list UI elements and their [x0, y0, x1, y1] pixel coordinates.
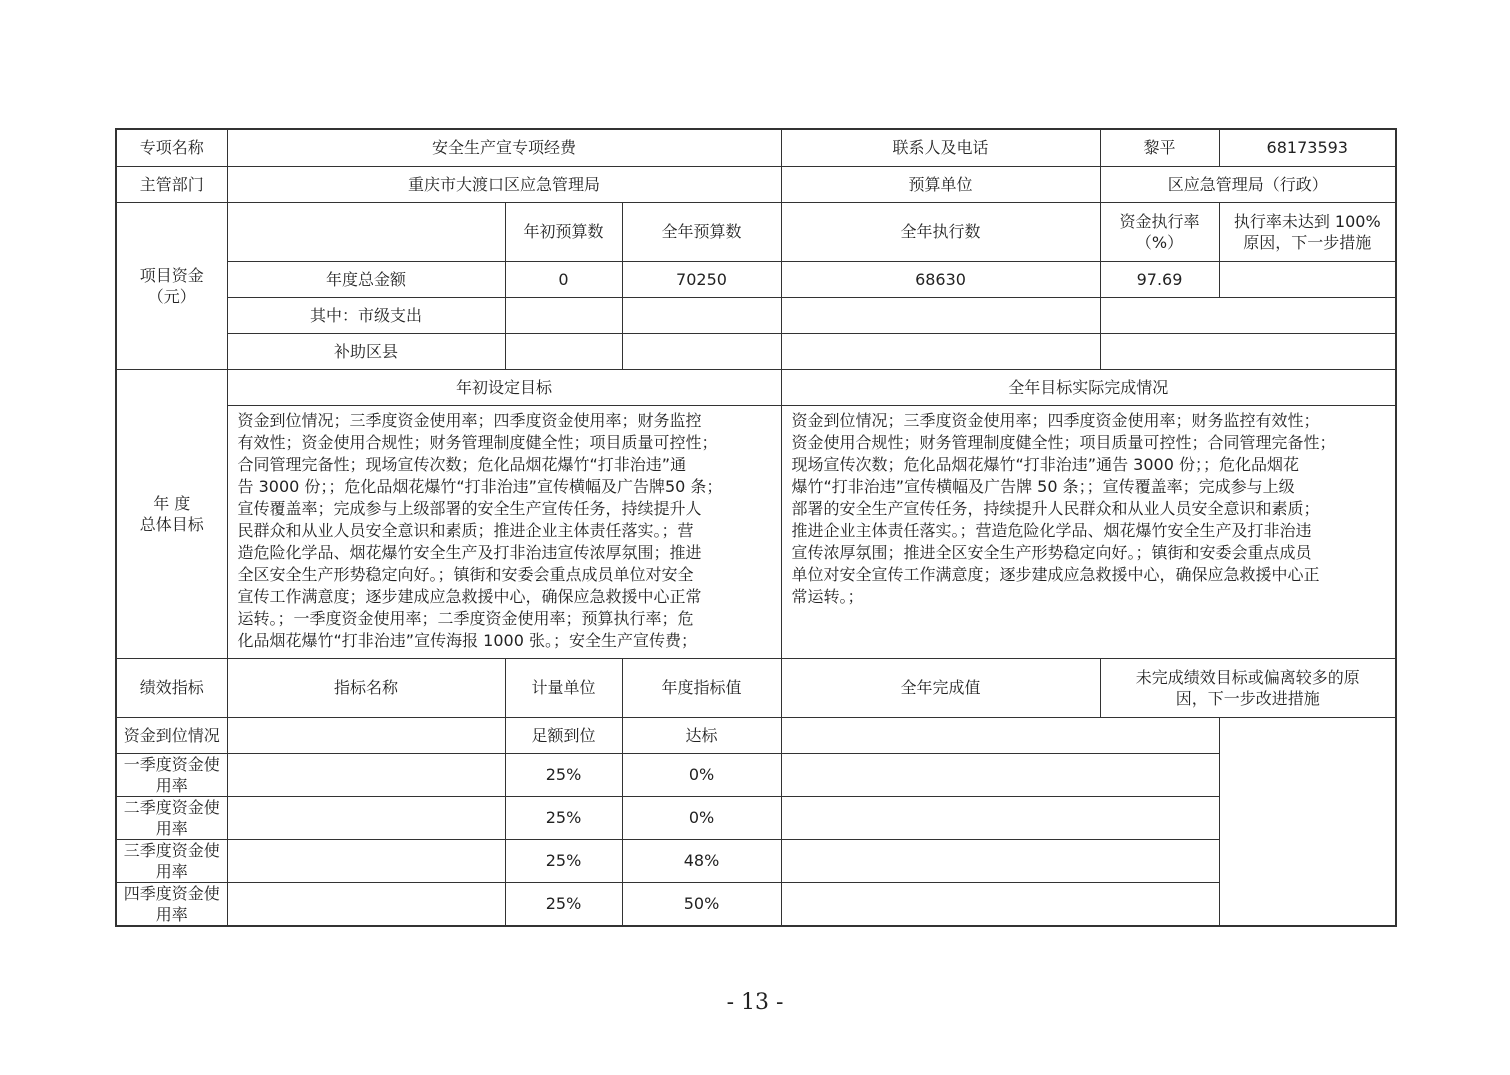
dept-label: 主管部门 — [116, 166, 227, 202]
perf-header-actual: 全年完成值 — [781, 658, 1100, 717]
perf-unit — [227, 839, 505, 882]
perf-reason — [781, 882, 1219, 926]
goal-text-line: 全区安全生产形势稳定向好。；镇街和安委会重点成员单位对安全 — [237, 565, 694, 585]
perf-row — [116, 839, 1396, 882]
header-text: 因，下一步改进措施 — [1175, 688, 1320, 708]
actual-goals-header: 全年目标实际完成情况 — [781, 369, 1396, 405]
goal-text-line: 告 3000 份；；危化品烟花爆竹“打非治违”宣传横幅及广告牌50 条； — [237, 476, 723, 496]
goal-text-line: 推进企业主体责任落实。；营造危险化学品、烟花爆竹安全生产及打非治违 — [791, 520, 1312, 540]
empty-cell — [1100, 297, 1396, 333]
goal-text-line: 化品烟花爆竹“打非治违”宣传海报 1000 张。；安全生产宣传费； — [237, 631, 697, 651]
empty-cell — [227, 202, 505, 261]
perf-target: 25% — [505, 839, 622, 882]
empty-cell — [622, 297, 781, 333]
header-text: 原因，下一步措施 — [1243, 232, 1372, 252]
goal-text-line: 合同管理完备性；现场宣传次数；危化品烟花爆竹“打非治违”通 — [237, 454, 687, 474]
fund-rate: 97.69 — [1100, 261, 1219, 297]
funds-label — [116, 202, 227, 369]
goal-text-line: 资金到位情况；三季度资金使用率；四季度资金使用率；财务监控 — [237, 410, 702, 430]
header-text: 资金执行率 — [1119, 211, 1200, 231]
fund-reason — [1219, 261, 1396, 297]
performance-table — [115, 128, 1397, 927]
perf-row — [116, 882, 1396, 926]
perf-target: 足额到位 — [505, 717, 622, 753]
empty-cell — [1100, 333, 1396, 369]
goal-text-line: 造危险化学品、烟花爆竹安全生产及打非治违宣传浓厚氛围；推进 — [237, 543, 702, 563]
perf-name: 二季度资金使用率 — [116, 796, 227, 839]
header-reason — [1219, 202, 1396, 261]
goal-text-line: 宣传工作满意度；逐步建成应急救援中心，确保应急救援中心正常 — [237, 587, 702, 607]
perf-reason — [781, 796, 1219, 839]
perf-label: 绩效指标 — [116, 658, 227, 717]
header-annual-budget: 全年预算数 — [622, 202, 781, 261]
fund-executed: 68630 — [781, 261, 1100, 297]
perf-name: 资金到位情况 — [116, 717, 227, 753]
goal-text-line: 资金使用合规性；财务管理制度健全性；项目质量可控性；合同管理完备性； — [791, 432, 1336, 452]
goal-text-line: 有效性；资金使用合规性；财务管理制度健全性；项目质量可控性； — [237, 432, 718, 452]
perf-row — [116, 753, 1396, 796]
perf-reason — [781, 839, 1219, 882]
perf-unit — [227, 882, 505, 926]
perf-header-name: 指标名称 — [227, 658, 505, 717]
fund-row-name: 年度总金额 — [227, 261, 505, 297]
perf-reason — [781, 717, 1219, 753]
header-text: 未完成绩效目标或偏离较多的原 — [1135, 667, 1360, 687]
initial-goals-text — [227, 405, 781, 658]
perf-actual: 达标 — [622, 717, 781, 753]
perf-actual: 50% — [622, 882, 781, 926]
perf-unit — [227, 753, 505, 796]
project-name-label: 专项名称 — [116, 129, 227, 166]
perf-header-target: 年度指标值 — [622, 658, 781, 717]
contact-phone: 68173593 — [1219, 129, 1396, 166]
goal-text-line: 现场宣传次数；危化品烟花爆竹“打非治违”通告 3000 份；；危化品烟花 — [791, 454, 1299, 474]
contact-label: 联系人及电话 — [781, 129, 1100, 166]
empty-cell — [505, 333, 622, 369]
goals-label-line: 总体目标 — [139, 514, 204, 534]
perf-actual: 0% — [622, 796, 781, 839]
empty-cell — [622, 333, 781, 369]
goal-text-line: 常运转。； — [791, 587, 864, 607]
empty-cell — [781, 297, 1100, 333]
perf-header-unit: 计量单位 — [505, 658, 622, 717]
actual-goals-text — [781, 405, 1396, 658]
perf-row — [116, 796, 1396, 839]
perf-unit — [227, 796, 505, 839]
perf-header-reason — [1100, 658, 1396, 717]
perf-target: 25% — [505, 796, 622, 839]
goals-label-line: 年 度 — [153, 493, 191, 513]
perf-name: 三季度资金使用率 — [116, 839, 227, 882]
contact-name: 黎平 — [1100, 129, 1219, 166]
goal-text-line: 宣传浓厚氛围；推进全区安全生产形势稳定向好。；镇街和安委会重点成员 — [791, 543, 1312, 563]
goals-label — [116, 369, 227, 658]
goal-text-line: 资金到位情况；三季度资金使用率；四季度资金使用率；财务监控有效性； — [791, 410, 1320, 430]
perf-name: 四季度资金使用率 — [116, 882, 227, 926]
perf-actual: 48% — [622, 839, 781, 882]
goal-text-line: 民群众和从业人员安全意识和素质；推进企业主体责任落实。；营 — [237, 520, 694, 540]
header-rate — [1100, 202, 1219, 261]
budget-unit-label: 预算单位 — [781, 166, 1100, 202]
initial-goals-header: 年初设定目标 — [227, 369, 781, 405]
goal-text-line: 单位对安全宣传工作满意度；逐步建成应急救援中心，确保应急救援中心正 — [791, 565, 1320, 585]
perf-row — [116, 717, 1396, 753]
dept: 重庆市大渡口区应急管理局 — [227, 166, 781, 202]
goal-text-line: 运转。；一季度资金使用率；二季度资金使用率；预算执行率；危 — [237, 609, 694, 629]
fund-row-name: 补助区县 — [227, 333, 505, 369]
fund-initial: 0 — [505, 261, 622, 297]
goal-text-line: 宣传覆盖率；完成参与上级部署的安全生产宣传任务，持续提升人 — [237, 498, 702, 518]
project-name: 安全生产宣专项经费 — [227, 129, 781, 166]
perf-unit — [227, 717, 505, 753]
goal-text-line: 爆竹“打非治违”宣传横幅及广告牌 50 条；；宣传覆盖率；完成参与上级 — [791, 476, 1295, 496]
header-text: （%） — [1135, 232, 1184, 252]
perf-actual: 0% — [622, 753, 781, 796]
header-executed: 全年执行数 — [781, 202, 1100, 261]
funds-label-line: 项目资金 — [139, 265, 204, 285]
budget-unit: 区应急管理局（行政） — [1100, 166, 1396, 202]
funds-label-line: （元） — [147, 286, 196, 306]
perf-target: 25% — [505, 882, 622, 926]
page-number: - 13 - — [726, 990, 784, 1015]
fund-annual: 70250 — [622, 261, 781, 297]
empty-cell — [781, 333, 1100, 369]
perf-name: 一季度资金使用率 — [116, 753, 227, 796]
empty-cell — [505, 297, 622, 333]
perf-reason — [781, 753, 1219, 796]
header-text: 执行率未达到 100% — [1233, 211, 1381, 231]
header-initial-budget: 年初预算数 — [505, 202, 622, 261]
fund-row-name: 其中：市级支出 — [227, 297, 505, 333]
perf-target: 25% — [505, 753, 622, 796]
goal-text-line: 部署的安全生产宣传任务，持续提升人民群众和从业人员安全意识和素质； — [791, 498, 1320, 518]
